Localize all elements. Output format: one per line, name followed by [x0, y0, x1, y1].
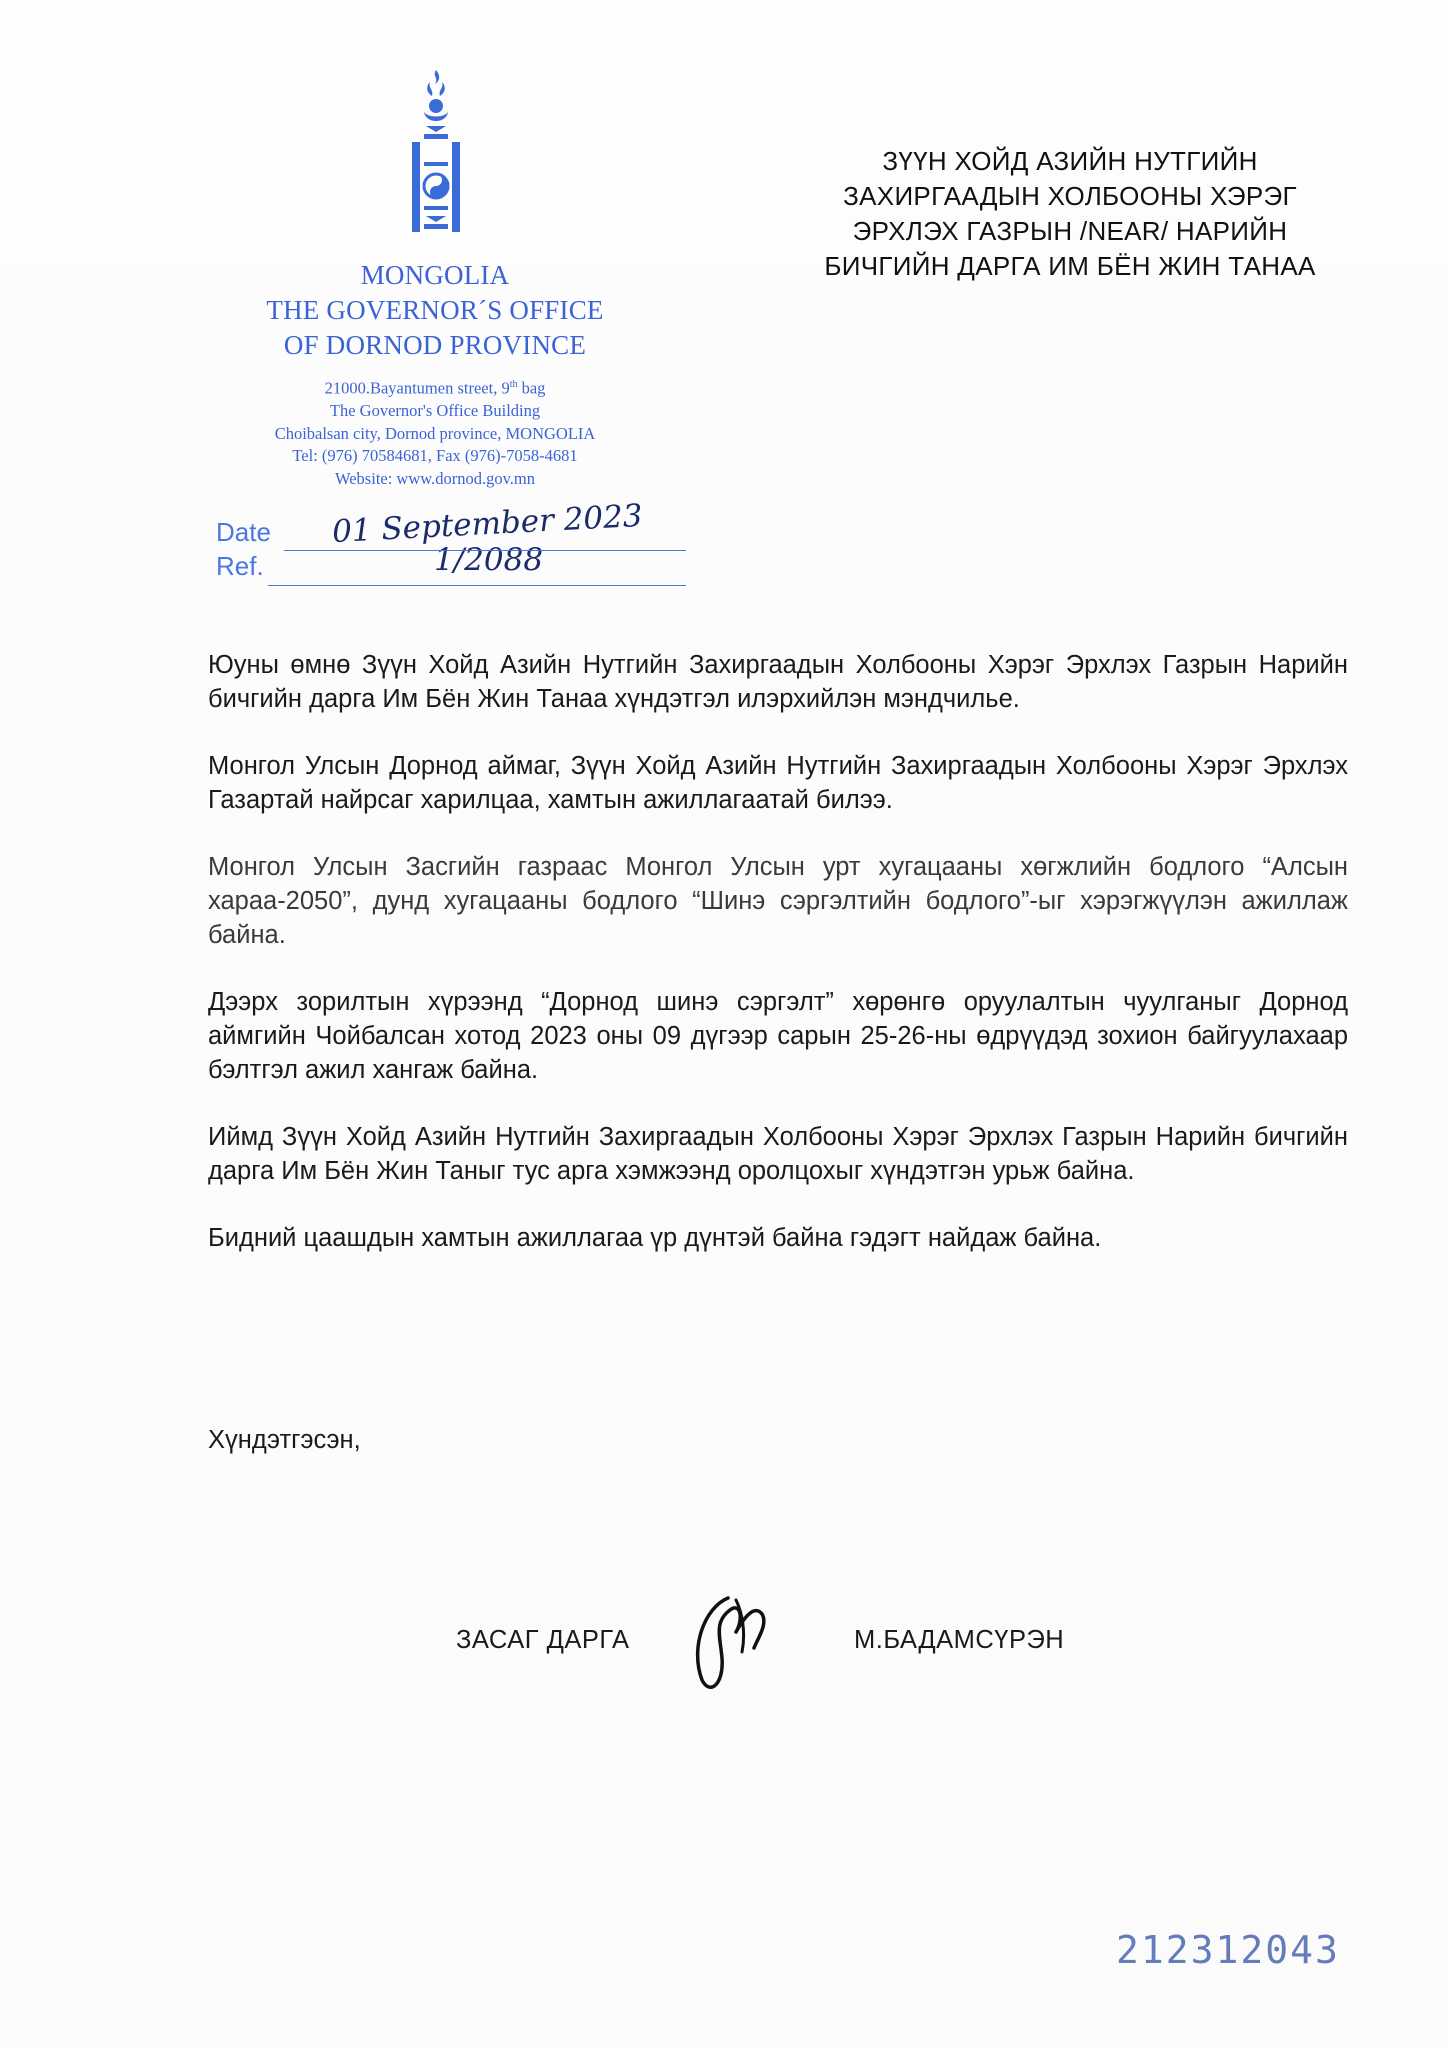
signatory-title: ЗАСАГ ДАРГА: [456, 1626, 630, 1654]
stamp-number: 212312043: [1116, 1928, 1340, 1972]
body-paragraph: Иймд Зүүн Хойд Азийн Нутгийн Захиргаадын Холбооны Хэрэг Эрхлэх Газрын Нарийн бичгийн дарга Им Бён Жин Таныг тус арга хэмжээнд оролцохыг хүндэтгэн урьж байна.: [208, 1123, 1348, 1185]
soyombo-emblem-icon: [408, 68, 464, 238]
org-line-country: MONGOLIA: [360, 260, 510, 290]
address-building: The Governor's Office Building: [329, 401, 541, 420]
org-line-office: THE GOVERNOR´S OFFICE: [266, 295, 604, 325]
body-paragraph: Юуны өмнө Зүүн Хойд Азийн Нутгийн Захиргаадын Холбооны Хэрэг Эрхлэх Газрын Нарийн бичгийн дарга Им Бён Жин Танаа хүндэтгэл илэрхийлэн мэндчилье.: [208, 651, 1348, 713]
date-ref-block: [216, 497, 686, 592]
addressee-line-4: БИЧГИЙН ДАРГА ИМ БЁН ЖИН ТАНАА: [824, 251, 1316, 281]
letter-body: [208, 648, 1348, 1288]
addressee-line-1: ЗҮҮН ХОЙД АЗИЙН НУТГИЙН: [882, 146, 1258, 176]
org-line-province: OF DORNOD PROVINCE: [283, 330, 587, 360]
addressee-line-2: ЗАХИРГААДЫН ХОЛБООНЫ ХЭРЭГ: [843, 181, 1297, 211]
body-paragraph: Бидний цаашдын хамтын ажиллагаа үр дүнтэй байна гэдэгт найдаж байна.: [208, 1224, 1102, 1252]
closing-salutation: Хүндэтгэсэн,: [208, 1426, 361, 1454]
ref-label: Ref.: [216, 551, 264, 581]
body-paragraph: Монгол Улсын Засгийн газраас Монгол Улсын урт хугацааны хөгжлийн бодлого “Алсын хараа-2050”, дунд хугацааны бодлого “Шинэ сэргэлтийн бодлого”-ыг хэрэгжүүлэн ажиллаж байна.: [208, 853, 1348, 949]
body-paragraph: Дээрх зорилтын хүрээнд “Дорнод шинэ сэргэлт” хөрөнгө оруулалтын чуулганыг Дорнод аймгийн Чойбалсан хотод 2023 оны 09 дүгээр сарын 25-26-ны өдрүүдэд зохион байгуулахаар бэлтгэл ажил хангаж байна.: [208, 988, 1348, 1084]
address-city: Choibalsan city, Dornod province, MONGOLIA: [274, 423, 596, 443]
ref-value-handwritten: 1/2088: [434, 542, 544, 578]
address-website: Website: www.dornod.gov.mn: [334, 468, 535, 488]
date-label: Date: [216, 517, 271, 547]
handwritten-signature: [684, 1588, 784, 1698]
ref-underline: [268, 585, 686, 586]
date-underline: [284, 550, 686, 551]
addressee-block: [790, 144, 1350, 284]
organization-address: [220, 374, 650, 490]
address-street: 21000.Bayantumen street, 9th bag: [324, 378, 546, 398]
body-paragraph: Монгол Улсын Дорнод аймаг, Зүүн Хойд Азийн Нутгийн Захиргаадын Холбооны Хэрэг Эрхлэх Газартай найрсаг харилцаа, хамтын ажиллагаатай билээ.: [208, 752, 1348, 814]
date-value-handwritten: 01 September 2023: [331, 497, 644, 551]
address-phone-fax: Tel: (976) 70584681, Fax (976)-7058-4681: [292, 446, 578, 465]
addressee-line-3: ЭРХЛЭХ ГАЗРЫН /NEAR/ НАРИЙН: [852, 216, 1288, 246]
organization-name: [220, 258, 650, 363]
signatory-name: М.БАДАМСҮРЭН: [854, 1626, 1065, 1654]
